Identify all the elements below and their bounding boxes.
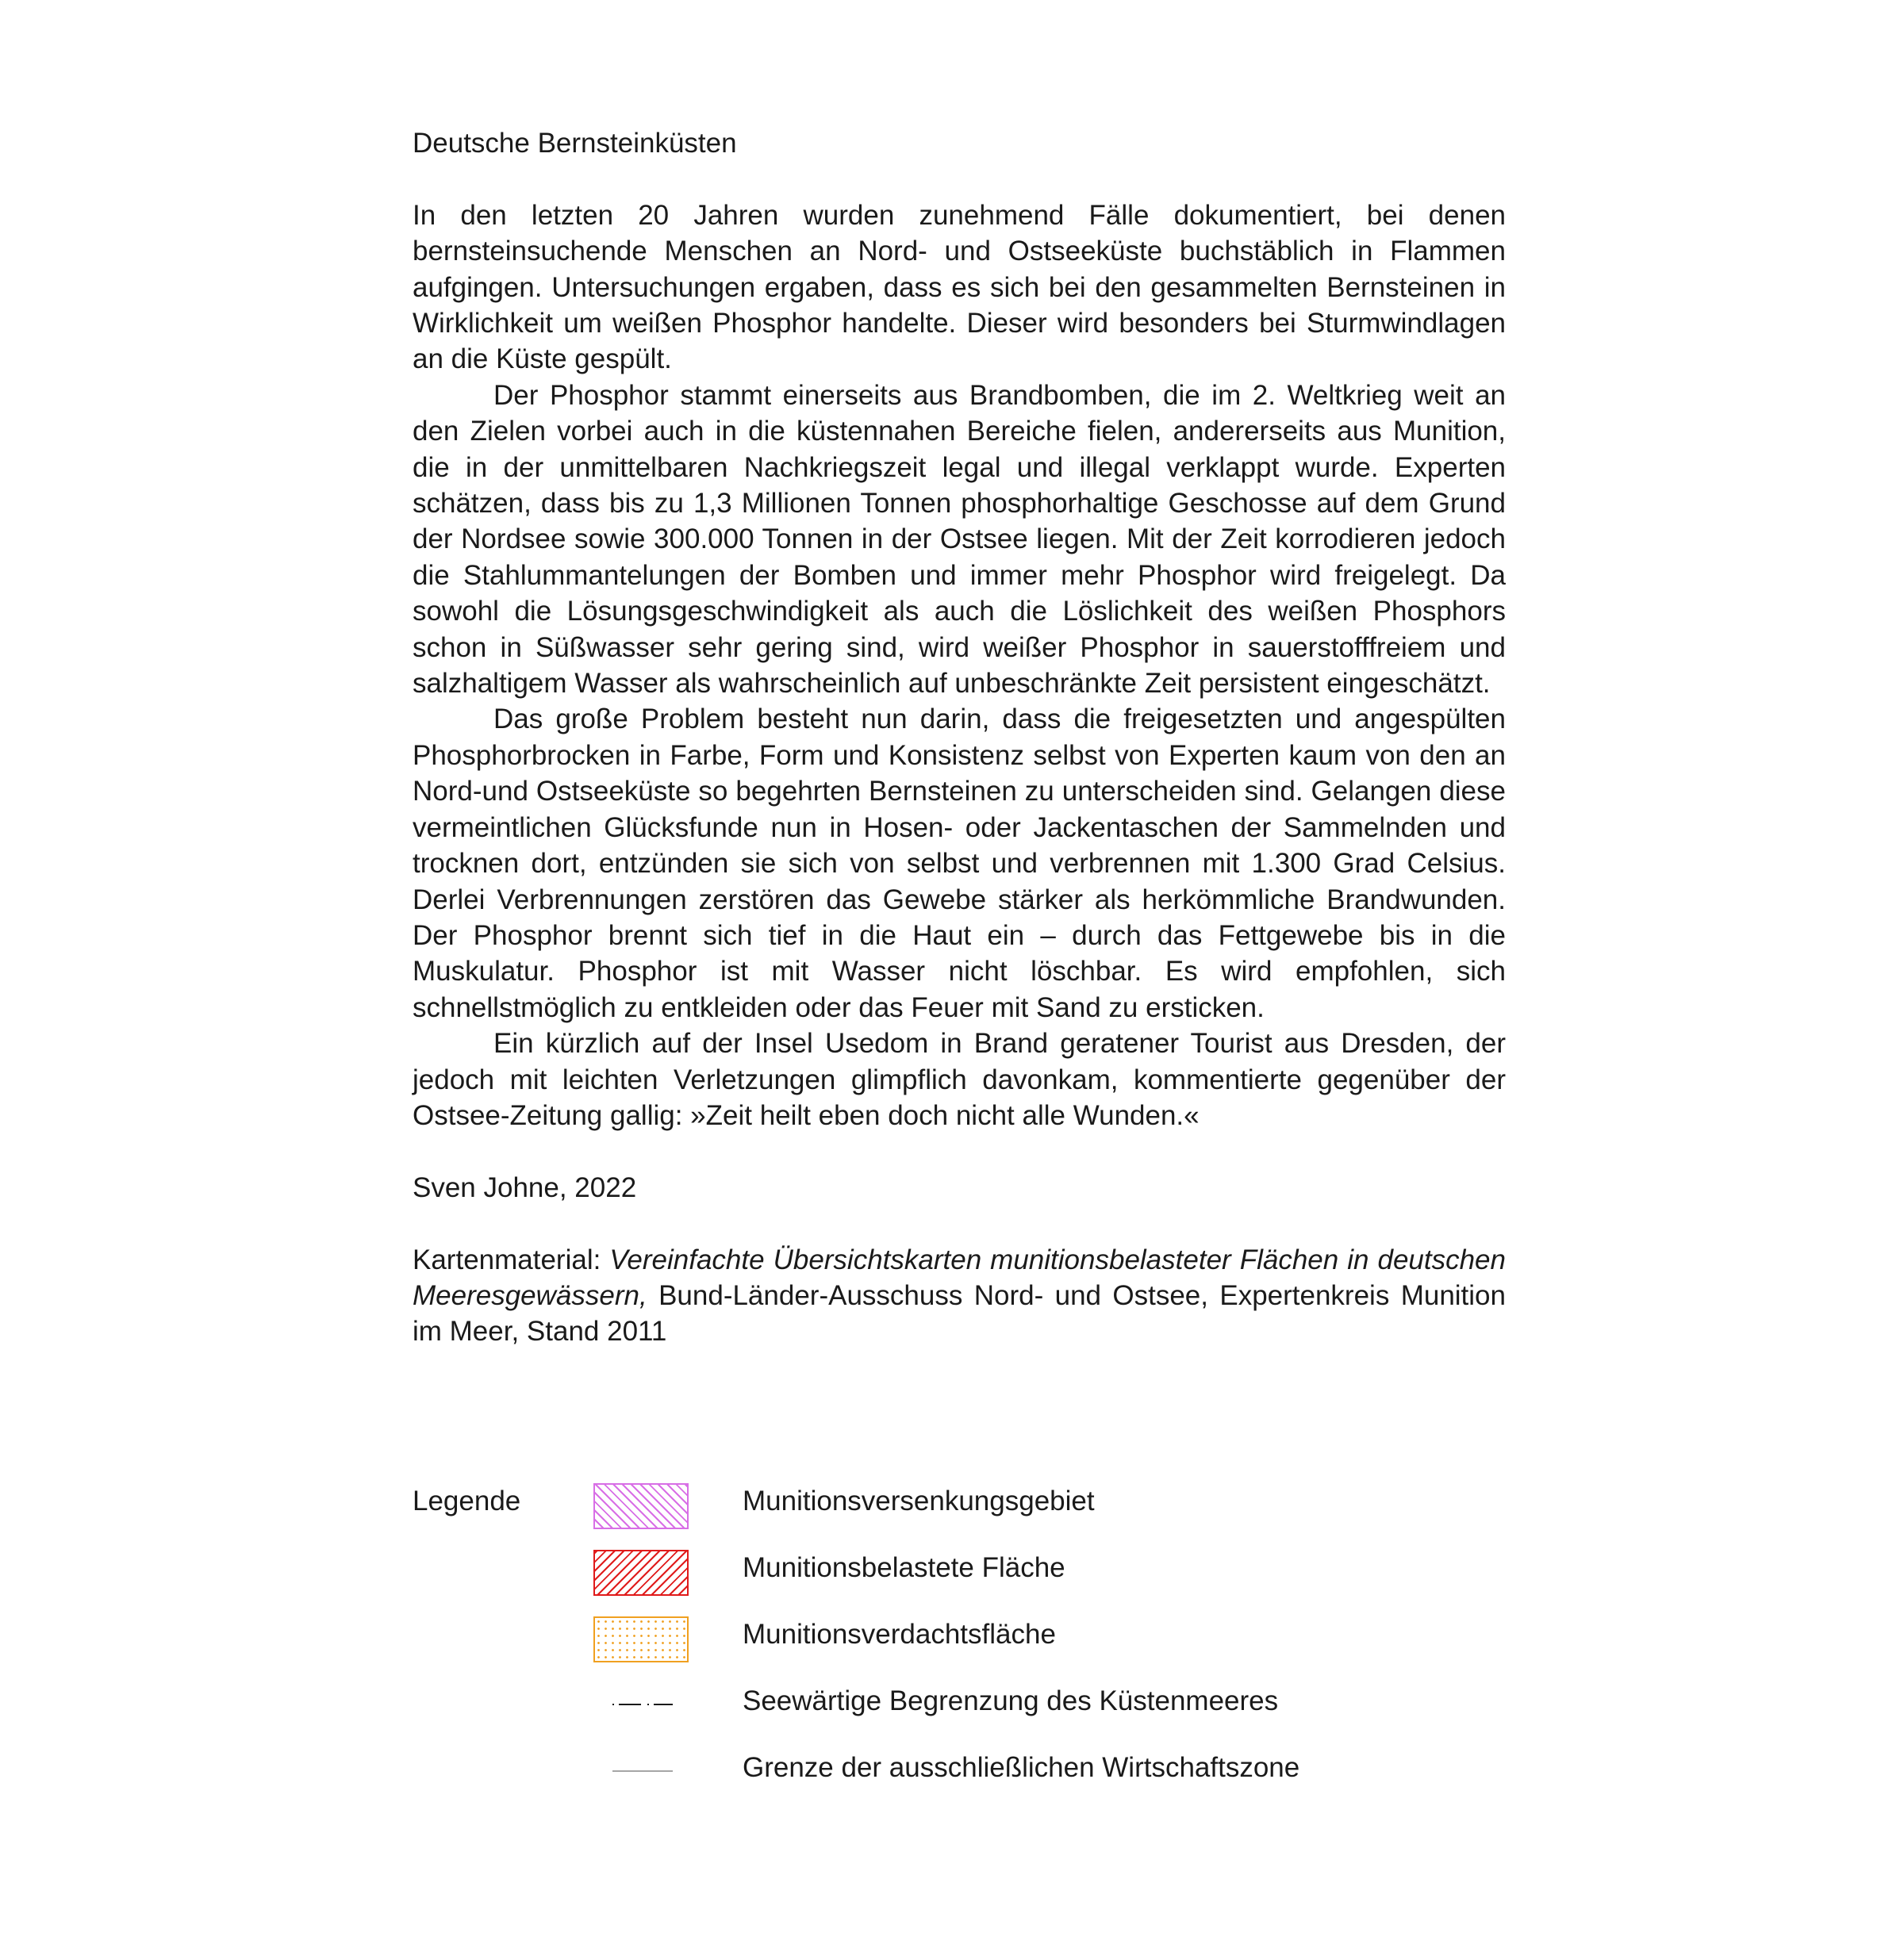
- author-credit: Sven Johne, 2022: [413, 1171, 637, 1203]
- source-prefix: Kartenmaterial:: [413, 1244, 610, 1275]
- legend-label: Grenze der ausschließlichen Wirtschaftszone: [743, 1752, 1300, 1783]
- magenta-hatch-swatch-icon: [593, 1483, 689, 1529]
- legend-label: Seewärtige Begrenzung des Küstenmeeres: [743, 1685, 1279, 1716]
- legend-item-dumping-area: [413, 1483, 1506, 1532]
- document-body: [413, 125, 1506, 1350]
- legend-label: Munitionsbelastete Fläche: [743, 1552, 1065, 1583]
- legend-label: Munitionsversenkungsgebiet: [743, 1486, 1095, 1516]
- legend-item-territorial-sea-boundary: [413, 1683, 1506, 1732]
- document-title: Deutsche Bernsteinküsten: [413, 128, 737, 159]
- legend-label: Munitionsverdachtsfläche: [743, 1619, 1056, 1650]
- spacer: [413, 161, 1506, 197]
- red-hatch-swatch-icon: [593, 1550, 689, 1596]
- source-rest: Bund-Länder-Ausschuss Nord- und Ostsee, Expertenkreis Munition im Meer, Stand 2011: [413, 1279, 1506, 1348]
- spacer: [413, 1133, 1506, 1169]
- paragraph-problem: Das große Problem besteht nun darin, dass die freigesetzten und angespülten Phosphorbrocken in Farbe, Form und Konsistenz selbst von Experten kaum von den an Nord-und Ostseeküste so begehrten Bernsteinen zu unterscheiden sind. Gelangen diese vermeintlichen Glücksfunde nun in Hosen- oder Jackentaschen der Sammelnden und trocknen dort, entzünden sie sich von selbst und verbrennen mit 1.300 Grad Celsius. Derlei Verbrennungen zerstören das Gewebe stärker als herkömmliche Brandwunden. Der Phosphor brennt sich tief in die Haut ein – durch das Fettgewebe bis in die Muskulatur. Phosphor ist mit Wasser nicht löschbar. Es wird empfohlen, sich schnellstmöglich zu entkleiden oder das Feuer mit Sand zu ersticken.: [413, 704, 1506, 1023]
- paragraph-anecdote: Ein kürzlich auf der Insel Usedom in Brand geratener Tourist aus Dresden, der jedoch mit leichten Verletzungen glimpflich davonkam, kommentierte gegenüber der Ostsee-Zeitung gallig: »Zeit heilt eben doch nicht alle Wunden.«: [413, 1028, 1506, 1131]
- legend-item-eez-boundary: [413, 1750, 1506, 1799]
- orange-dot-swatch-icon: [593, 1616, 689, 1662]
- solid-line-icon: [611, 1767, 674, 1775]
- source-credit: [413, 1242, 1506, 1350]
- paragraph-origin: Der Phosphor stammt einerseits aus Brandbomben, die im 2. Weltkrieg weit an den Zielen vorbei auch in die küstennahen Bereiche fielen, andererseits aus Munition, die in der unmittelbaren Nachkriegszeit legal und illegal verklappt wurde. Experten schätzen, dass bis zu 1,3 Millionen Tonnen phosphorhaltige Geschosse auf dem Grund der Nordsee sowie 300.000 Tonnen in der Ostsee liegen. Mit der Zeit korrodieren jedoch die Stahlummantelungen der Bomben und immer mehr Phosphor wird freigelegt. Da sowohl die Lösungsgeschwindigkeit als auch die Löslichkeit des weißen Phosphors schon in Süßwasser sehr gering sind, wird weißer Phosphor in sauerstofffreiem und salzhaltigem Wasser als wahrscheinlich auf unbeschränkte Zeit persistent eingeschätzt.: [413, 379, 1506, 700]
- source-title: Vereinfachte Übersichtskarten munitionsbelasteter Flächen in deutschen Meeresgewässern,: [413, 1244, 1506, 1311]
- dash-dot-line-icon: [611, 1701, 674, 1708]
- spacer: [413, 1206, 1506, 1241]
- paragraph-intro: In den letzten 20 Jahren wurden zunehmend Fälle dokumentiert, bei denen bernsteinsuchende Menschen an Nord- und Ostseeküste buchstäblich in Flammen aufgingen. Untersuchungen ergaben, dass es sich bei den gesammelten Bernsteinen in Wirklichkeit um weißen Phosphor handelte. Dieser wird besonders bei Sturmwindlagen an die Küste gespült.: [413, 199, 1506, 375]
- legend-title: Legende: [413, 1486, 521, 1516]
- legend-item-suspected-area: [413, 1616, 1506, 1666]
- legend-item-contaminated-area: [413, 1550, 1506, 1599]
